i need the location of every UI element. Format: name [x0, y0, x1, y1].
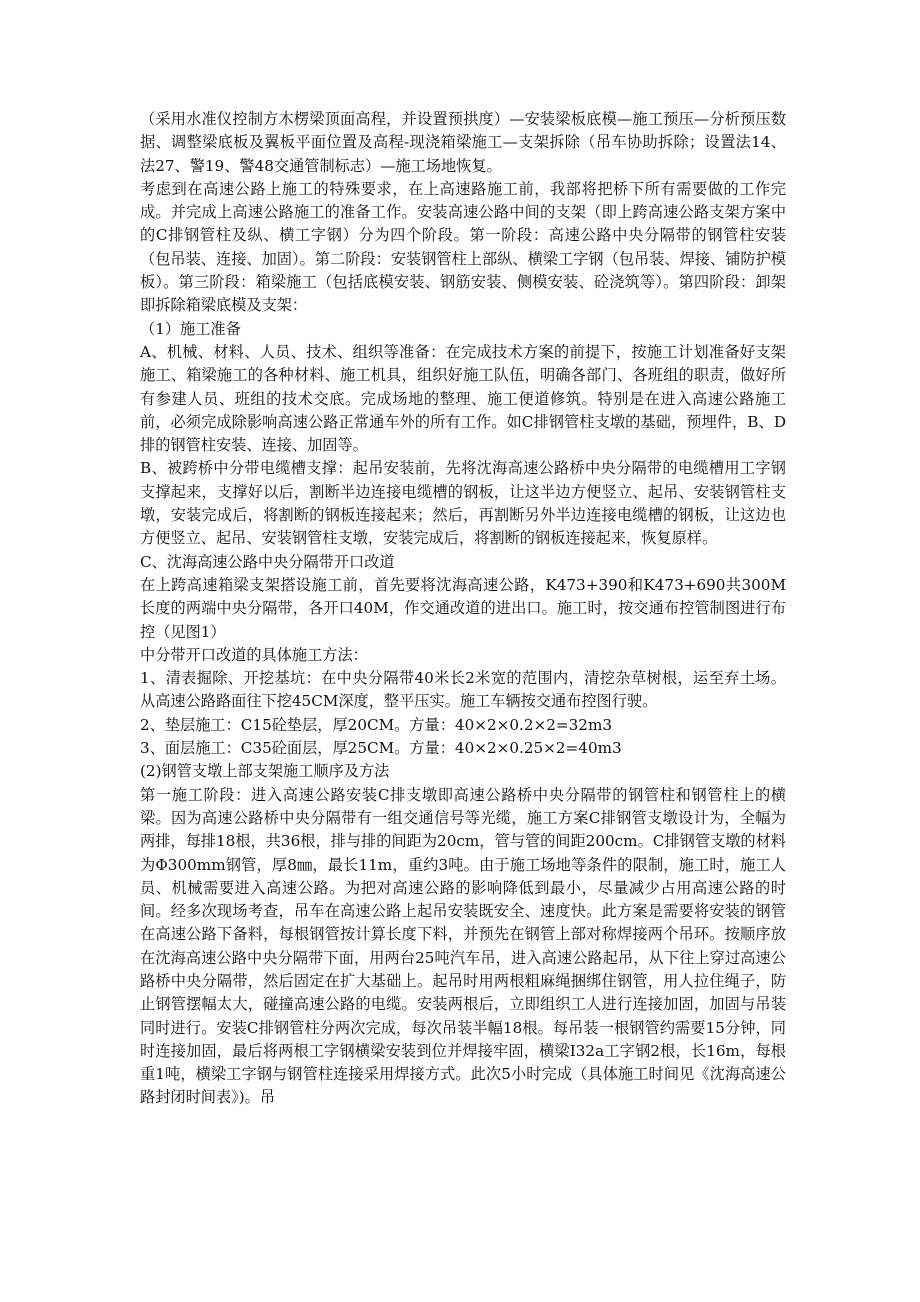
heading-construction-preparation: （1）施工准备	[140, 319, 241, 338]
heading-item-c-median-opening: C、沈海高速公路中央分隔带开口改道	[140, 552, 395, 571]
paragraph-step-3-surface-layer: 3、面层施工：C35砼面层，厚25CM。方量：40×2×0.25×2=40m3	[140, 739, 622, 758]
paragraph-process-sequence: （采用水准仪控制方木楞梁顶面高程，并设置预拱度）—安装梁板底模—施工预压—分析预压数据、调整梁底板及翼板平面位置及高程-现浇箱梁施工—支架拆除（吊车协助拆除；设置法14、法27、警19、警48交通管制标志）—施工场地恢复。	[140, 110, 786, 175]
paragraph-highway-phases: 考虑到在高速公路上施工的特殊要求，在上高速路施工前，我部将把桥下所有需要做的工作完成。并完成上高速公路施工的准备工作。安装高速公路中间的支架（即上跨高速公路支架方案中的C排钢管柱及纵、横工字钢）分为四个阶段。第一阶段：高速公路中央分隔带的钢管柱安装（包吊装、连接、加固）。第二阶段：安装钢管柱上部纵、横梁工字钢（包吊装、焊接、铺防护模板）。第三阶段：箱梁施工（包括底模安装、钢筋安装、侧模安装、砼浇筑等）。第四阶段：卸架即拆除箱梁底模及支架：	[140, 179, 786, 315]
paragraph-item-b-cable-trough: B、被跨桥中分带电缆槽支撑：起吊安装前，先将沈海高速公路桥中央分隔带的电缆槽用工字钢支撑起来，支撑好以后，割断半边连接电缆槽的钢板，让这半边方便竖立、起吊、安装钢管柱支墩，安装完成后，将割断的钢板连接起来；然后，再割断另外半边连接电缆槽的钢板，让这边也方便竖立、起吊、安装钢管柱支墩，安装完成后，将割断的钢板连接起来，恢复原样。	[140, 459, 786, 548]
paragraph-median-opening-detail: 在上跨高速箱梁支架搭设施工前，首先要将沈海高速公路，K473+390和K473+690共300M长度的两端中央分隔带，各开口40M，作交通改道的进出口。施工时，按交通布控管制图进行布控（见图1）	[140, 575, 786, 641]
paragraph-step-2-base-layer: 2、垫层施工：C15砼垫层，厚20CM。方量：40×2×0.2×2=32m3	[140, 715, 613, 734]
heading-median-methods: 中分带开口改道的具体施工方法：	[140, 645, 368, 664]
paragraph-first-stage: 第一施工阶段：进入高速公路安装C排支墩即高速公路桥中央分隔带的钢管柱和钢管柱上的横梁。因为高速公路桥中央分隔带有一组交通信号等光缆，施工方案C排钢管支墩设计为，全幅为两排，每排18根，共36根，排与排的间距为20cm，管与管的间距200cm。C排钢管支墩的材料为Φ300mm钢管，厚8㎜，最长11m，重约3吨。由于施工场地等条件的限制，施工时，施工人员、机械需要进入高速公路。为把对高速公路的影响降低到最小，尽量减少占用高速公路的时间。经多次现场考查，吊车在高速公路上起吊安装既安全、速度快。此方案是需要将安装的钢管在高速公路下备料，每根钢管按计算长度下料，并预先在钢管上部对称焊接两个吊环。按顺序放在沈海高速公路中央分隔带下面，用两台25吨汽车吊，进入高速公路起吊，从下往上穿过高速公路桥中央分隔带，然后固定在扩大基础上。起吊时用两根粗麻绳捆绑住钢管，用人拉住绳子，防止钢管摆幅太大，碰撞高速公路的电缆。安装两根后，立即组织工人进行连接加固，加固与吊装同时进行。安装C排钢管柱分两次完成，每次吊装半幅18根。每吊装一根钢管约需要15分钟，同时连接加固，最后将两根工字钢横梁安装到位并焊接牢固，横梁I32a工字钢2根，长16m，每根重1吨，横梁工字钢与钢管柱连接采用焊接方式。此次5小时完成（具体施工时间见《沈海高速公路封闭时间表》)。吊	[140, 785, 786, 1107]
heading-steel-pipe-support: (2)钢管支墩上部支架施工顺序及方法	[140, 762, 390, 781]
document-body	[140, 108, 786, 1110]
paragraph-step-1-clearing: 1、清表掘除、开挖基坑：在中央分隔带40米长2米宽的范围内，清挖杂草树根，运至弃土场。从高速公路路面往下挖45CM深度，整平压实。施工车辆按交通布控图行驶。	[140, 669, 786, 711]
paragraph-item-a-preparation: A、机械、材料、人员、技术、组织等准备：在完成技术方案的前提下，按施工计划准备好支架施工、箱梁施工的各种材料、施工机具，组织好施工队伍，明确各部门、各班组的职责，做好所有参建人员、班组的技术交底。完成场地的整理、施工便道修筑。特别是在进入高速公路施工前，必须完成除影响高速公路正常通车外的所有工作。如C排钢管柱支墩的基础，预埋件，B、D排的钢管柱安装、连接、加固等。	[140, 342, 786, 455]
